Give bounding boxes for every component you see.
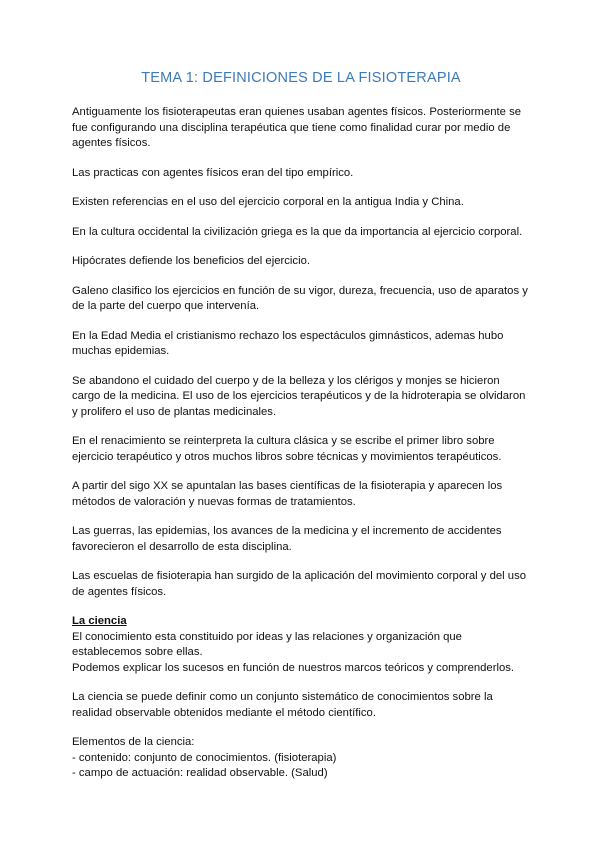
- ciencia-definition: La ciencia se puede definir como un conjunto sistemático de conocimientos sobre la realidad observable obtenidos mediante el método científico.: [72, 691, 493, 719]
- paragraph: En el renacimiento se reinterpreta la cultura clásica y se escribe el primer libro sobre ejercicio terapéutico y otros muchos libros sobre técnicas y movimientos terapéuticos.: [72, 435, 502, 463]
- paragraph: Antiguamente los fisioterapeutas eran quienes usaban agentes físicos. Posteriormente se fue configurando una disciplina terapéutica que tiene como finalidad curar por medio de agentes físicos.: [72, 106, 522, 149]
- paragraph: Hipócrates defiende los beneficios del ejercicio.: [72, 255, 310, 267]
- paragraph: A partir del sigo XX se apuntalan las bases científicas de la fisioterapia y aparecen los métodos de valoración y nuevas formas de tratamientos.: [72, 480, 503, 508]
- ciencia-line: Podemos explicar los sucesos en función de nuestros marcos teóricos y comprenderlos.: [72, 661, 515, 674]
- list-item: - contenido: conjunto de conocimientos. (fisioterapia): [72, 751, 337, 764]
- paragraph: Las guerras, las epidemias, los avances de la medicina y el incremento de accidentes favorecieron el desarrollo de esta disciplina.: [72, 525, 502, 553]
- paragraph: Galeno clasifico los ejercicios en función de su vigor, dureza, frecuencia, uso de aparatos y de la parte del cuerpo que intervenía.: [72, 284, 528, 312]
- paragraph: En la cultura occidental la civilización griega es la que da importancia al ejercicio corporal.: [72, 225, 523, 238]
- elements-list: [72, 735, 530, 782]
- elements-label: Elementos de la ciencia:: [72, 736, 195, 748]
- paragraph: Existen referencias en el uso del ejercicio corporal en la antigua India y China.: [72, 196, 464, 208]
- ciencia-section: [72, 614, 530, 676]
- document-title: TEMA 1: DEFINICIONES DE LA FISIOTERAPIA: [141, 70, 461, 86]
- paragraph: En la Edad Media el cristianismo rechazo los espectáculos gimnásticos, ademas hubo muchas epidemias.: [72, 329, 504, 357]
- paragraph: Las practicas con agentes físicos eran del tipo empírico.: [72, 166, 354, 179]
- paragraph: Las escuelas de fisioterapia han surgido de la aplicación del movimiento corporal y del uso de agentes físicos.: [72, 570, 527, 598]
- list-item: - campo de actuación: realidad observable. (Salud): [72, 767, 328, 779]
- ciencia-line: El conocimiento esta constituido por ideas y las relaciones y organización que establecemos sobre ellas.: [72, 630, 462, 658]
- paragraph: Se abandono el cuidado del cuerpo y de la belleza y los clérigos y monjes se hicieron cargo de la medicina. El uso de los ejercicios terapéuticos y de la hidroterapia se olvidaron y prolifero el uso de plantas medicinales.: [72, 374, 526, 418]
- section-heading: La ciencia: [72, 615, 127, 627]
